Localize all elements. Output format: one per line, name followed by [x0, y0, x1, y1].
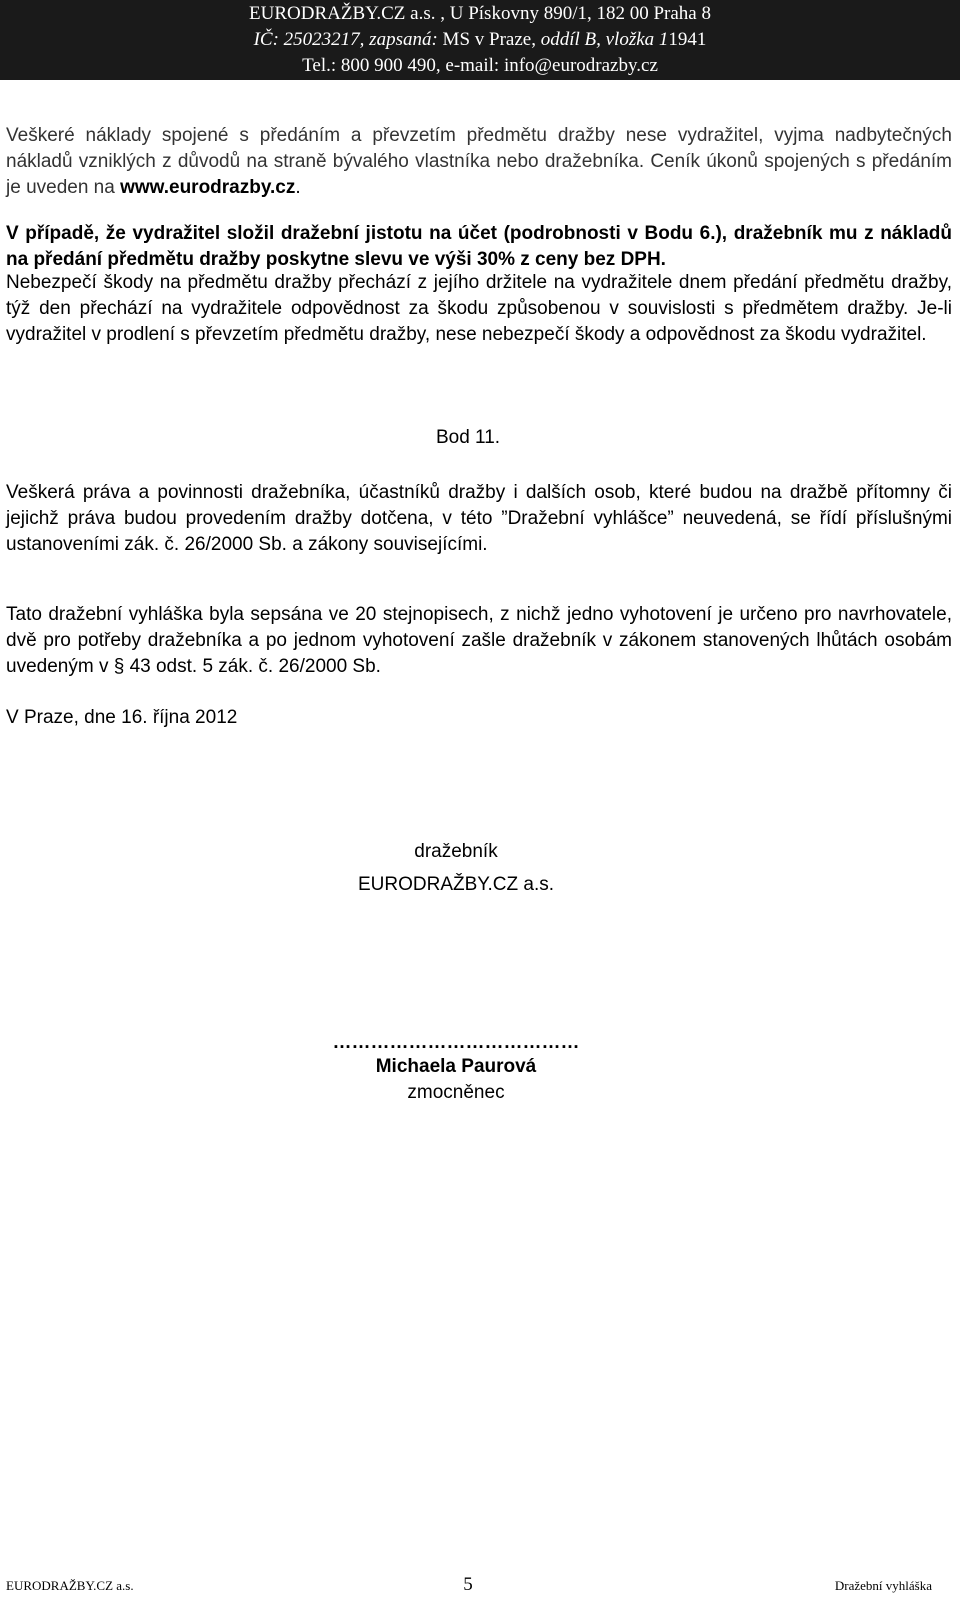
signature-role: dražebník — [414, 841, 498, 862]
page-header — [0, 0, 960, 80]
header-court: MS v Praze, — [442, 29, 541, 50]
signatory-name: Michaela Paurová — [375, 1056, 537, 1077]
website-link[interactable]: www.eurodrazby.cz — [120, 177, 296, 198]
footer-document-title: Dražební vyhláška — [834, 1578, 932, 1593]
signature-line: ………………………………… — [332, 1032, 580, 1053]
paragraph-risk-transfer: Nebezpečí škody na předmětu dražby přechází z jejího držitele na vydražitele dnem předání předmětu dražby, týž den přechází na vydražitele odpovědnost za škodu způsobenou v souvislosti s předmětem dražby. Je-li vydražitel v prodlení s převzetím předmětu dražby, nese nebezpečí škody a odpovědnost za škodu vydražitel. — [6, 272, 952, 345]
paragraph-handover-costs: Veškeré náklady spojené s předáním a převzetím předmětu dražby nese vydražitel, vyjma nadbytečných nákladů vzniklých z důvodů na straně bývalého vlastníka nebo dražebníka. Ceník úkonů spojených s předáním je uveden na www.eurodrazby.cz. — [6, 125, 952, 198]
page-number: 5 — [463, 1574, 473, 1595]
paragraph-discount: V případě, že vydražitel složil dražební jistotu na účet (podrobnosti v Bodu 6.), dražebník mu z nákladů na předání předmětu dražby poskytne slevu ve výši 30% z ceny bez DPH. — [6, 223, 952, 270]
section-heading: Bod 11. — [435, 427, 501, 448]
header-registration — [0, 28, 960, 52]
signatory-title: zmocněnec — [407, 1082, 505, 1103]
header-ico: IČ: 25023217, zapsaná: — [253, 29, 443, 50]
paragraph-copies: Tato dražební vyhláška byla sepsána ve 20 stejnopisech, z nichž jedno vyhotovení je určeno pro navrhovatele, dvě pro potřeby dražebníka a po jednom vyhotovení zašle dražebník v zákonem stanovených lhůtách osobám uvedeným v § 43 odst. 5 zák. č. 26/2000 Sb. — [6, 604, 952, 677]
footer-company: EURODRAŽBY.CZ a.s. — [6, 1578, 134, 1593]
signature-company: EURODRAŽBY.CZ a.s. — [357, 874, 555, 895]
header-section: oddíl B, vložka 1 — [540, 29, 669, 50]
header-contact: Tel.: 800 900 490, e-mail: info@eurodrazby.cz — [302, 55, 658, 76]
page-footer — [0, 1574, 960, 1604]
paragraph-rights-obligations: Veškerá práva a povinnosti dražebníka, účastníků dražby i dalších osob, které budou na dražbě přítomny či jejichž práva budou provedením dražby dotčena, v této ”Dražební vyhlášce” neuvedená, se řídí příslušnými ustanoveními zák. č. 26/2000 Sb. a zákony souvisejícími. — [6, 482, 952, 555]
place-date: V Praze, dne 16. října 2012 — [6, 707, 238, 728]
header-insert-number: 1941 — [668, 29, 707, 50]
header-company-address: EURODRAŽBY.CZ a.s. , U Pískovny 890/1, 182 00 Praha 8 — [249, 3, 711, 24]
